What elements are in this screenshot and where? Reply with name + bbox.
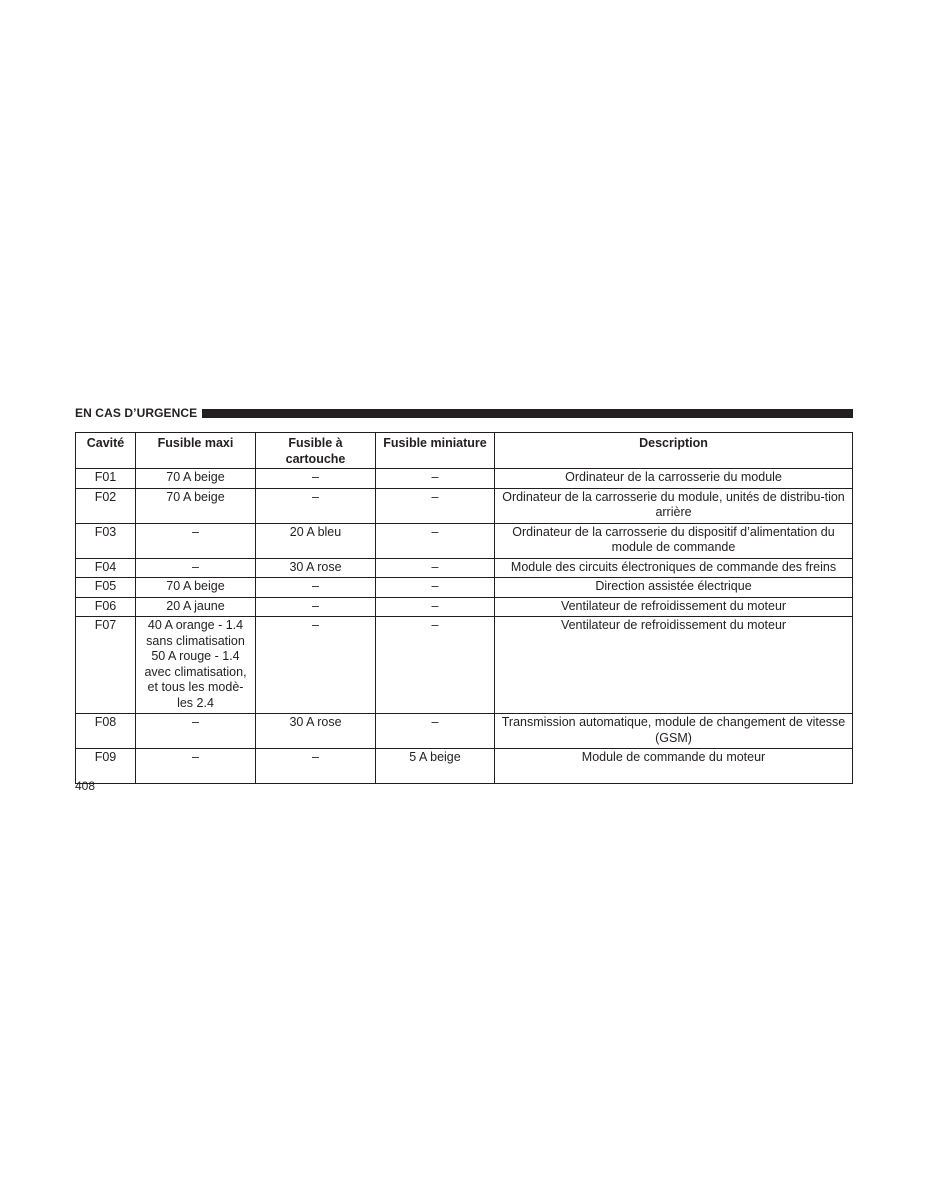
table-row (76, 488, 853, 523)
cell-description: Ventilateur de refroidissement du moteur (495, 617, 853, 714)
cell-fusible-cartouche: – (256, 469, 376, 489)
cell-fusible-cartouche: – (256, 617, 376, 714)
table-row (76, 558, 853, 578)
table-row (76, 714, 853, 749)
cell-fusible-miniature: – (376, 597, 495, 617)
column-header-fusible-maxi: Fusible maxi (136, 433, 256, 469)
cell-fusible-miniature: – (376, 488, 495, 523)
table-row (76, 523, 853, 558)
cell-fusible-cartouche: 20 A bleu (256, 523, 376, 558)
cell-description: Direction assistée électrique (495, 578, 853, 598)
cell-fusible-maxi: – (136, 523, 256, 558)
column-header-cavite: Cavité (76, 433, 136, 469)
cell-cavite: F05 (76, 578, 136, 598)
cell-fusible-maxi: 70 A beige (136, 488, 256, 523)
cell-fusible-miniature: – (376, 523, 495, 558)
cell-fusible-cartouche: 30 A rose (256, 558, 376, 578)
column-header-fusible-miniature: Fusible miniature (376, 433, 495, 469)
cell-fusible-maxi: 70 A beige (136, 469, 256, 489)
cell-fusible-cartouche: – (256, 749, 376, 784)
column-header-fusible-cartouche: Fusible à cartouche (256, 433, 376, 469)
section-rule (202, 409, 853, 418)
cell-fusible-maxi: 70 A beige (136, 578, 256, 598)
table-row (76, 749, 853, 784)
cell-fusible-cartouche: – (256, 597, 376, 617)
cell-fusible-miniature: – (376, 617, 495, 714)
cell-fusible-maxi: – (136, 749, 256, 784)
cell-description: Ordinateur de la carrosserie du dispositif d’alimentation du module de commande (495, 523, 853, 558)
page-number: 408 (75, 779, 96, 793)
fuse-table (75, 432, 853, 784)
cell-fusible-maxi: – (136, 714, 256, 749)
table-row (76, 617, 853, 714)
cell-cavite: F06 (76, 597, 136, 617)
table-row (76, 578, 853, 598)
cell-cavite: F07 (76, 617, 136, 714)
cell-cavite: F03 (76, 523, 136, 558)
cell-fusible-miniature: – (376, 714, 495, 749)
cell-fusible-maxi: 40 A orange - 1.4 sans climatisation 50 A rouge - 1.4 avec climatisation, et tous les modè-les 2.4 (136, 617, 256, 714)
section-title: EN CAS D’URGENCE (75, 406, 198, 420)
cell-cavite: F08 (76, 714, 136, 749)
cell-description: Ordinateur de la carrosserie du module, unités de distribu-tion arrière (495, 488, 853, 523)
cell-fusible-miniature: – (376, 558, 495, 578)
cell-description: Transmission automatique, module de changement de vitesse (GSM) (495, 714, 853, 749)
cell-description: Ordinateur de la carrosserie du module (495, 469, 853, 489)
table-row (76, 597, 853, 617)
cell-cavite: F04 (76, 558, 136, 578)
cell-fusible-cartouche: – (256, 488, 376, 523)
cell-fusible-miniature: 5 A beige (376, 749, 495, 784)
cell-fusible-miniature: – (376, 578, 495, 598)
cell-fusible-miniature: – (376, 469, 495, 489)
cell-description: Module des circuits électroniques de commande des freins (495, 558, 853, 578)
cell-description: Module de commande du moteur (495, 749, 853, 784)
cell-fusible-cartouche: – (256, 578, 376, 598)
cell-cavite: F01 (76, 469, 136, 489)
cell-cavite: F02 (76, 488, 136, 523)
table-row (76, 469, 853, 489)
cell-cavite: F09 (76, 749, 136, 784)
column-header-description: Description (495, 433, 853, 469)
table-header-row (76, 433, 853, 469)
cell-fusible-maxi: 20 A jaune (136, 597, 256, 617)
cell-fusible-maxi: – (136, 558, 256, 578)
cell-fusible-cartouche: 30 A rose (256, 714, 376, 749)
section-header (75, 405, 853, 421)
cell-description: Ventilateur de refroidissement du moteur (495, 597, 853, 617)
